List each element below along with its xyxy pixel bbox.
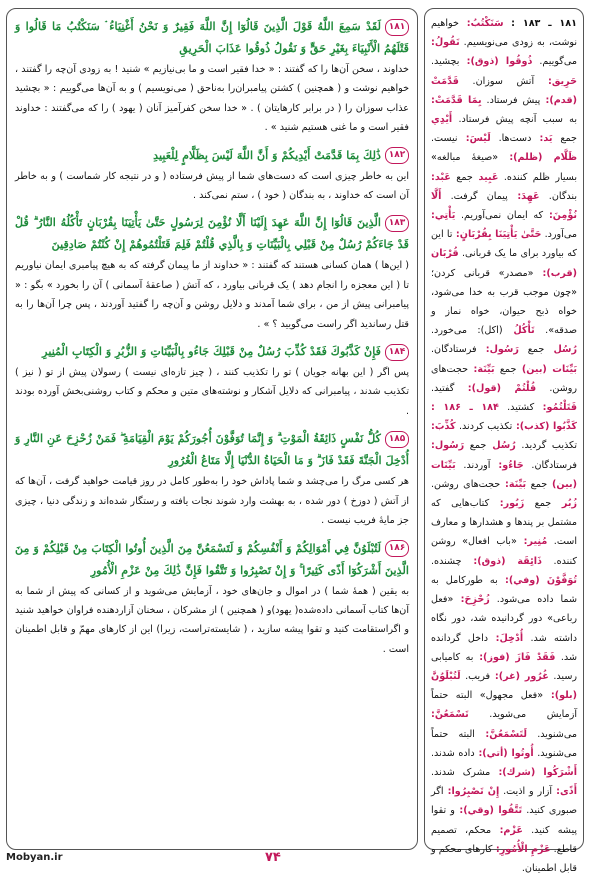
glossary-word: أُوتُوا (أتي): (474, 747, 534, 759)
verse-number: ۱۸۱ (385, 19, 409, 36)
section-186 (15, 537, 409, 660)
glossary-meaning: «فعل مجهول» البته حتماً آزمایش می‌شوید. (431, 690, 577, 721)
glossary-meaning: کشتید. (498, 402, 535, 414)
glossary-word: أُدْخِلَ: (488, 632, 524, 644)
glossary-word: كُذِّبَ: (431, 421, 456, 433)
glossary-word: ۱۸۴ ـ ۱۸۶ : كَذَّبُوا (كذب): (431, 402, 577, 433)
verse-arabic: ذَٰلِكَ بِمَا قَدَّمَتْ أَيْدِيكُمْ وَ أَنَّ اللَّهَ لَيْسَ بِظَلَّامٍ لِلْعَبِيدِ (153, 147, 381, 162)
glossary-meaning: «صیغهٔ مبالغه» بسیار ظلم کننده. (431, 152, 577, 183)
glossary-meaning: گفتید. (431, 382, 455, 394)
glossary-meaning: «فعل رباعی» دور گردانیده شد، دور نگاه داشته شد. (431, 594, 577, 644)
glossary-word: إِنْ تَصْبِرُوا: (443, 786, 500, 798)
verse-text (15, 211, 409, 255)
verse-number: ۱۸۵ (385, 431, 409, 448)
glossary-word: ظَلَّام (ظلم): (498, 152, 577, 164)
verse-text (15, 537, 409, 581)
glossary-meaning: فرستادگان. (523, 459, 577, 471)
glossary-meaning: جمع (450, 171, 473, 183)
glossary-word: ذَائِقَة (ذوق): (461, 555, 542, 567)
verse-number: ۱۸۲ (385, 147, 409, 164)
glossary-word: ذُوقُوا (ذوق): (459, 56, 533, 68)
glossary-word: يَد: (531, 133, 553, 145)
glossary-word: قَدَّمَتْ (قدم): (431, 75, 577, 106)
glossary-meaning: به کامیابی رسید. (431, 651, 577, 682)
glossary-meaning: تکذیب گردید. (515, 440, 577, 452)
glossary-word: أَشْرَكُوا (شرك): (490, 766, 577, 778)
glossary-word: بَيِّنَة: (468, 363, 495, 375)
section-185 (15, 427, 409, 530)
glossary-word: أَلَّا نُؤْمِنَ: (431, 190, 577, 222)
glossary-meaning: بندگان. (539, 190, 577, 202)
glossary-meaning: و تقوا پیشه کنید. (431, 805, 578, 836)
glossary-word: فَقَدْ فَازَ (فوز): (473, 651, 556, 663)
glossary-meaning: می‌شنوید. (527, 728, 577, 740)
verse-arabic: الَّذِينَ قَالُوٓا إِنَّ اللَّهَ عَهِدَ إِلَيْنَا أَلَّا نُؤْمِنَ لِرَسُولٍ حَتَّىٰ يَأْتِيَنَا بِقُرْبَانٍ تَأْكُلُهُ النَّارُ ۗ قُلْ قَدْ جَاءَكُمْ رُسُلٌ مِنْ قَبْلِي بِالْبَيِّنَاتِ وَ بِالَّذِي قُلْتُمْ فَلِمَ قَتَلْتُمُوهُمْ إِنْ كُنْتُمْ صَادِقِينَ (15, 215, 409, 252)
glossary-meaning: به سبب آنچه پیش فرستاد. (452, 114, 577, 126)
glossary-meaning: جمع (552, 133, 577, 145)
glossary-meaning: پیمان گرفت. (441, 190, 508, 202)
glossary-word: رُسُل (544, 344, 577, 356)
glossary-word: أَيْدِي (431, 114, 453, 126)
verse-number: ۱۸۴ (385, 344, 409, 361)
glossary-word: قَتَلْتُمُو: (534, 402, 577, 414)
section-184 (15, 340, 409, 421)
glossary-word: جَاءُو: (490, 459, 524, 471)
glossary-entries (431, 18, 577, 874)
glossary-meaning: مشرک شدند. (431, 766, 491, 778)
glossary-meaning: (اکل): می‌خورد. (431, 325, 503, 337)
glossary-word: تَتَّقُوا (وقي): (454, 805, 523, 817)
glossary-meaning: فریب. (460, 670, 491, 682)
section-183 (15, 211, 409, 334)
glossary-meaning: کتاب‌هایی که مشتمل بر پندها و هشدارها و معارف است. (431, 498, 577, 548)
glossary-meaning: دست‌ها. (490, 133, 532, 145)
glossary-word: تَأْكُلُ (502, 325, 535, 337)
glossary-meaning: فرستادگان. (431, 344, 477, 356)
verse-arabic: لَقَدْ سَمِعَ اللَّهُ قَوْلَ الَّذِينَ قَالُوٓا إِنَّ اللَّهَ فَقِيرٌ وَ نَحْنُ أَغْنِيَاءُ ۘ سَنَكْتُبُ مَا قَالُوا وَ قَتْلَهُمُ الْأَنْبِيَاءَ بِغَيْرِ حَقٍّ وَ نَقُولُ ذُوقُوا عَذَابَ الْحَرِيقِ (15, 19, 409, 55)
glossary-word: عَهِدَ: (507, 190, 540, 202)
glossary-word: زُبُر (551, 498, 577, 510)
verse-translation: پس اگر ( این بهانه جویان ) تو را تکذیب کنند ، ( چیز تازه‌ای نیست ) رسولان پیش از تو ( نیز ) تکذیب شدند ، پیامبرانی که دلایل آشکار و نوشته‌های متین و محکم و کتاب روشنی‌بخش آورده بودند . (15, 367, 409, 417)
verse-text (15, 427, 409, 471)
glossary-meaning: خواهیم نوشت، به زودی می‌نویسیم. (431, 18, 577, 49)
glossary-meaning: کارهای محکم و قابل اطمینان. (431, 843, 577, 874)
glossary-meaning: داده شدند. (431, 747, 475, 759)
glossary-meaning: آزار و اذیت. (499, 786, 553, 798)
glossary-word: رَسُول: (476, 344, 519, 356)
glossary-word: بَيِّنَة: (500, 478, 527, 490)
verse-text (15, 144, 409, 166)
glossary-word: يَأْتِي: (431, 210, 456, 222)
glossary-meaning: جمع (526, 478, 548, 490)
verse-translation: هر کسی مرگ را می‌چشد و شما پاداش خود را به‌طور کامل در روز قیامت خواهید گرفت ، آن‌ها که از آتش ( دوزخ ) دور شده ، به بهشت وارد شوند نجات یافته و رستگار شده‌اند و زندگی دنیا ، چیزی جز مایهٔ فریب نیست . (15, 476, 409, 527)
glossary-meaning: اگر صبوری کنید. (431, 786, 577, 817)
glossary-word: حَرِيق: (534, 75, 578, 87)
glossary-word: لَتَسْمَعُنَّ: (474, 728, 528, 740)
glossary-meaning: حجت‌های روشن. (431, 478, 501, 490)
glossary-meaning: حجت‌های روشن. (431, 363, 577, 394)
glossary-word: عَبْد: (431, 171, 451, 183)
verse-arabic: فَإِنْ كَذَّبُوكَ فَقَدْ كُذِّبَ رُسُلٌ مِنْ قَبْلِكَ جَاءُو بِالْبَيِّنَاتِ وَ الزُّبُرِ وَ الْكِتَابِ الْمُنِيرِ (42, 344, 381, 359)
glossary-word: بَيِّنَات (بين) (516, 363, 577, 375)
verse-number: ۱۸۶ (385, 540, 409, 557)
glossary-meaning: آتش سوزان. (458, 75, 535, 87)
glossary-meaning: به طورکامل به شما داده می‌شود. (431, 574, 577, 606)
glossary-meaning: داخل گردانده شد. (431, 632, 577, 663)
glossary-word: قُلْتُمْ (قول): (454, 382, 537, 394)
glossary-word: زُحْزِحَ: (453, 594, 490, 606)
glossary-meaning: بچشید. (431, 56, 460, 68)
glossary-meaning: چشنده. (431, 555, 462, 567)
glossary-meaning: پیش فرستاد. (481, 94, 541, 106)
verses-panel (6, 8, 418, 850)
glossary-word: غُرُور (غر): (490, 670, 549, 682)
glossary-range-title: ۱۸۱ ـ ۱۸۳ : (511, 18, 577, 29)
glossary-word: تَسْمَعُنَّ: (431, 709, 469, 721)
glossary-word: نَقُولُ: (431, 37, 460, 49)
glossary-word: رُسُل (486, 440, 516, 452)
verse-number: ۱۸۳ (385, 215, 409, 232)
glossary-word: عَبِيد (472, 171, 499, 183)
glossary-meaning: نیست. (431, 133, 458, 145)
section-182 (15, 144, 409, 206)
verse-translation: خداوند ، سخن آن‌ها را که گفتند : « خدا فقیر است و ما بی‌نیازیم » شنید ! به زودی آن‌چه را گفتند ، خواهیم نوشت و ( همچنین ) کشتن پیامبران‌را به‌ناحق ( می‌نویسیم ) و به آن‌ها می‌گوییم : « بچشید عذاب سوزان را ( در برابر کارهایتان ) . « خدا سخن کفرآمیز آنان ( یهود ) را که می‌گفتند : خداوند فقیر است و ما غنی هستیم شنید » . (15, 64, 409, 134)
glossary-word: قُرْبَان (قرب): (431, 248, 577, 279)
glossary-word: بَيِّنَات (بين) (431, 459, 577, 490)
verse-translation: این به خاطر چیزی است که دست‌های شما از پیش فرستاده ( و در نتیجه کار شماست ) و به خاطر آن است که خداوند ، به بندگان ( خود ) ، ستم نمی‌کند . (15, 170, 409, 202)
verse-arabic: لَتُبْلَوُنَّ فِي أَمْوَالِكُمْ وَ أَنْفُسِكُمْ وَ لَتَسْمَعُنَّ مِنَ الَّذِينَ أُوتُوا الْكِتَابَ مِنْ قَبْلِكُمْ وَ مِنَ الَّذِينَ أَشْرَكُوٓا أَذًى كَثِيرًا ۚ وَ إِنْ تَصْبِرُوا وَ تَتَّقُوا فَإِنَّ ذَٰلِكَ مِنْ عَزْمِ الْأُمُورِ (15, 540, 409, 577)
verse-translation: به یقین ( همهٔ شما ) در اموال و جان‌های خود ، آزمایش می‌شوید و از کسانی که پیش از شما به آن‌ها کتاب آسمانی داده‌شده( یهود)و ( همچنین ) از مشرکان ، سخنان آزاردهنده فراوان خواهید شنید و اگراستقامت کنید و تقوا پیشه سازید ، ( شایسته‌تراست، زیرا) این از کارهای مهمّ و قابل اطمینان است . (15, 585, 409, 655)
verse-text (15, 15, 409, 59)
glossary-word: حَتَّىٰ يَأْتِيَنَا بِقُرْبَانٍ: (452, 229, 542, 241)
glossary-meaning: جمع (464, 440, 487, 452)
glossary-word: عَزْمِ الْأُمُورِ: (492, 843, 551, 855)
glossary-word: سَنَكْتُبُ: (458, 18, 504, 29)
glossary-meaning: تکذیب کردند. (455, 421, 513, 433)
page-number: ۷۴ (265, 850, 281, 865)
glossary-meaning: البته حتماً می‌شنوید. (431, 728, 577, 759)
section-181 (15, 15, 409, 138)
glossary-word: زَبُور: (489, 498, 525, 510)
glossary-meaning: جمع (524, 498, 552, 510)
verse-arabic: كُلُّ نَفْسٍ ذَائِقَةُ الْمَوْتِ ۗ وَ إِنَّمَا تُوَفَّوْنَ أُجُورَكُمْ يَوْمَ الْقِيَامَةِ ۖ فَمَنْ زُحْزِحَ عَنِ النَّارِ وَ أُدْخِلَ الْجَنَّةَ فَقَدْ فَازَ ۗ وَ مَا الْحَيَاةُ الدُّنْيَا إِلَّا مَتَاعُ الْغُرُورِ (15, 431, 409, 468)
glossary-word: مُنِير: (516, 536, 548, 548)
glossary-meaning: که ایمان نمی‌آوریم. (455, 210, 544, 222)
glossary-panel (424, 8, 584, 874)
glossary-word: لَتُبْلَوُنَّ (بلو): (431, 670, 577, 702)
glossary-meaning: «مصدر» قربانی کردن؛ «چون موجب قرب به خدا می‌شود، خواه ذبح حیوان، خواه نماز و صدقه». (431, 267, 577, 337)
glossary-word: رَسُول: (431, 440, 465, 452)
glossary-meaning: می‌گوییم. (532, 56, 577, 68)
glossary-meaning: جمع (518, 344, 545, 356)
glossary-word: لَيْسَ: (457, 133, 491, 145)
verse-translation: ( این‌ها ) همان کسانی هستند که گفتند : « خداوند از ما پیمان گرفته که به هیچ پیامبری ایمان نیاوریم تا ( این معجزه را انجام دهد ) یک قربانی بیاورد ، که آتش ( صاعقهٔ آسمانی ) آن را بخورد » بگو : « پیامبرانی پیش از من ، برای شما آمدند و دلایل روشن و آن‌چه را گفتید آوردند ، پس چرا آن‌ها را به قتل رساندید اگر راست می‌گویید ؟ » . (15, 260, 409, 330)
glossary-meaning: می‌آورد. (541, 229, 577, 241)
glossary-word: أَذًى: (552, 786, 577, 798)
site-logo: Mobyan.ir (6, 852, 63, 863)
glossary-meaning: جمع (494, 363, 517, 375)
glossary-meaning: تا این که بیاورد برای ما یک قربانی. (431, 229, 577, 260)
verse-text (15, 340, 409, 362)
glossary-meaning: آوردند. (455, 459, 491, 471)
glossary-word: تُوَفَّوْنَ (وفي): (497, 574, 577, 586)
glossary-word: بِمَا قَدَّمَتْ: (431, 94, 482, 106)
glossary-meaning: محکم، تصمیم قاطع. (431, 824, 577, 855)
glossary-word: عَزْم: (491, 824, 523, 836)
glossary-meaning: «باب افعال» روشن کننده. (431, 536, 577, 567)
